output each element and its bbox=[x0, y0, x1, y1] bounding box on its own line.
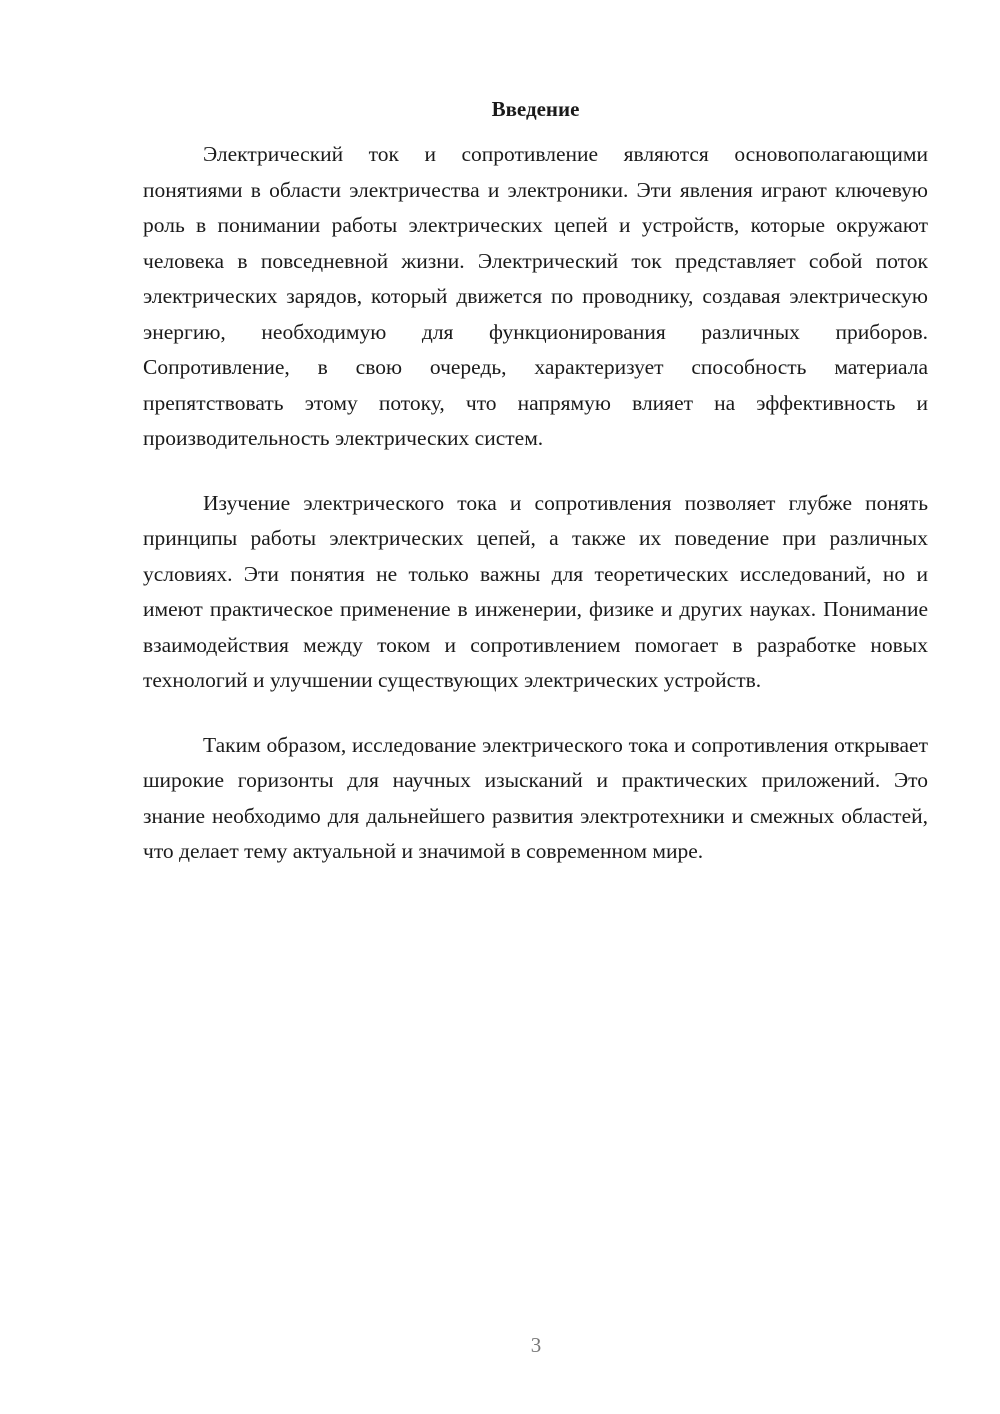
section-heading: Введение bbox=[491, 97, 580, 121]
page-content bbox=[143, 94, 928, 899]
page-number: 3 bbox=[530, 1333, 542, 1357]
paragraph-1: Электрический ток и сопротивление являются основополагающими понятиями в области электричества и электроники. Эти явления играют ключевую роль в понимании работы электрических цепей и устройств, которые окружают человека в повседневной жизни. Электрический ток представляет собой поток электрических зарядов, который движется по проводнику, создавая электрическую энергию, необходимую для функционирования различных приборов. Сопротивление, в свою очередь, характеризует способность материала препятствовать этому потоку, что напрямую влияет на эффективность и производительность электрических систем. bbox=[143, 142, 928, 450]
paragraph-2: Изучение электрического тока и сопротивления позволяет глубже понять принципы работы электрических цепей, а также их поведение при различных условиях. Эти понятия не только важны для теоретических исследований, но и имеют практическое применение в инженерии, физике и других науках. Понимание взаимодействия между током и сопротивлением помогает в разработке новых технологий и улучшении существующих электрических устройств. bbox=[143, 490, 928, 692]
paragraph-3: Таким образом, исследование электрического тока и сопротивления открывает широкие горизонты для научных изысканий и практических приложений. Это знание необходимо для дальнейшего развития электротехники и смежных областей, что делает тему актуальной и значимой в современном мире. bbox=[143, 732, 928, 863]
